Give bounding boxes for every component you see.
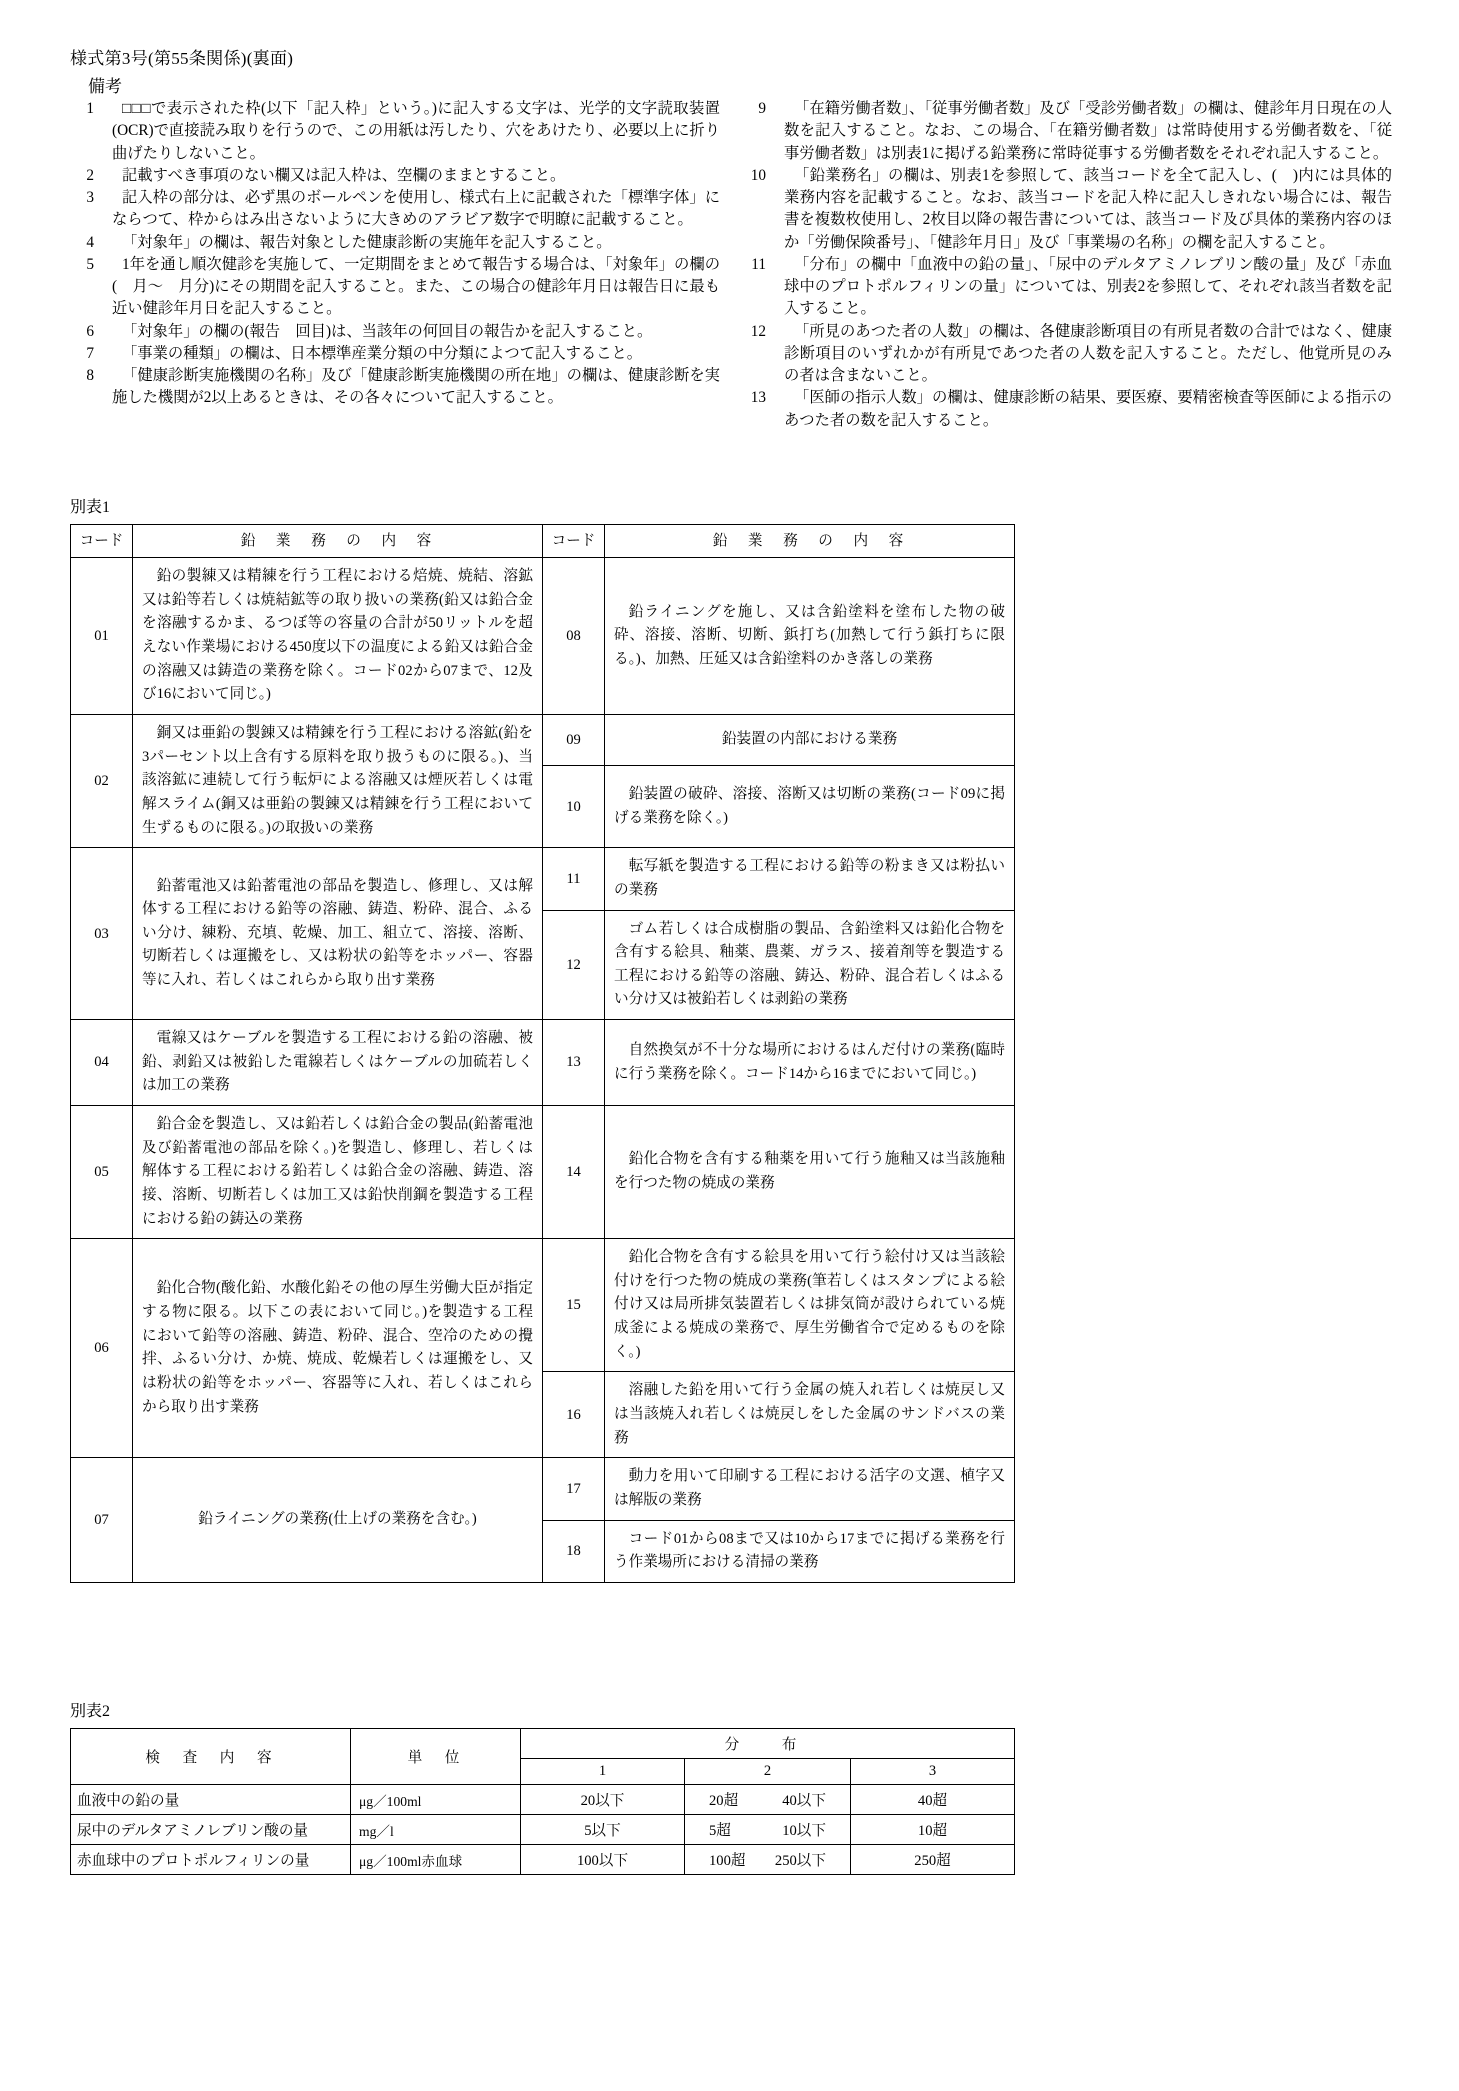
note-number: 5 bbox=[86, 255, 94, 273]
code-cell: 15 bbox=[543, 1239, 605, 1372]
code-cell: 09 bbox=[543, 715, 605, 766]
notes-column-left bbox=[70, 98, 720, 432]
table-row bbox=[71, 1785, 1015, 1815]
code-cell: 18 bbox=[543, 1520, 605, 1582]
remarks-heading: 備考 bbox=[88, 77, 122, 96]
note-item bbox=[742, 254, 1392, 321]
note-item bbox=[742, 387, 1392, 432]
note-number: 12 bbox=[750, 322, 766, 340]
note-text: 「健康診断実施機関の名称」及び「健康診断実施機関の所在地」の欄は、健康診断を実施した機関が2以上あるときは、その各々について記入すること。 bbox=[112, 367, 720, 407]
note-text: 「在籍労働者数」、「従事労働者数」及び「受診労働者数」の欄は、健診年月日現在の人数を記入すること。なお、この場合、「在籍労働者数」は常時使用する労働者数を、「従事労働者数」は別表1に掲げる鉛業務に常時従事する労働者数をそれぞれ記入すること。 bbox=[784, 100, 1392, 162]
note-text: 1年を通し順次健診を実施して、一定期間をまとめて報告する場合は、「対象年」の欄の( 月～ 月分)にその期間を記入すること。また、この場合の健診年月日は報告日に最も近い健診年月日を記入すること。 bbox=[112, 255, 720, 318]
note-number: 6 bbox=[86, 322, 94, 340]
dist-value-2-lower: 20超 bbox=[709, 1793, 739, 1809]
header-code-left: コード bbox=[71, 525, 133, 558]
note-text: 記入枠の部分は、必ず黒のボールペンを使用し、様式右上に記載された「標準字体」にならつて、枠からはみ出さないように大きめのアラビア数字で明瞭に記載すること。 bbox=[112, 189, 720, 229]
desc-cell: 動力を用いて印刷する工程における活字の文選、植字又は解版の業務 bbox=[605, 1458, 1015, 1520]
code-cell: 07 bbox=[71, 1458, 133, 1583]
table-row bbox=[71, 558, 1015, 715]
header-content-left: 鉛 業 務 の 内 容 bbox=[133, 525, 543, 558]
inspection-name: 尿中のデルタアミノレブリン酸の量 bbox=[71, 1815, 351, 1845]
code-cell: 10 bbox=[543, 766, 605, 848]
desc-cell: 鉛装置の内部における業務 bbox=[605, 715, 1015, 766]
note-text: 「医師の指示人数」の欄は、健康診断の結果、要医療、要精密検査等医師による指示のあつた者の数を記入すること。 bbox=[784, 389, 1392, 429]
desc-cell: 鉛蓄電池又は鉛蓄電池の部品を製造し、修理し、又は解体する工程における鉛等の溶融、鋳造、粉砕、混合、ふるい分け、練粉、充填、乾燥、加工、組立て、溶接、溶断、切断若しくは運搬をし、又は粉状の鉛等をホッパー、容器等に入れ、若しくはこれらから取り出す業務 bbox=[133, 848, 543, 1020]
inspection-name: 赤血球中のプロトポルフィリンの量 bbox=[71, 1845, 351, 1875]
table-row bbox=[71, 1458, 1015, 1520]
note-item bbox=[70, 232, 720, 254]
dist-value-2 bbox=[685, 1785, 851, 1815]
dist-value-2-upper: 10以下 bbox=[782, 1823, 826, 1839]
table-row bbox=[71, 1845, 1015, 1875]
header-content-right: 鉛 業 務 の 内 容 bbox=[605, 525, 1015, 558]
header-code-right: コード bbox=[543, 525, 605, 558]
table-row bbox=[71, 848, 1015, 910]
header-distribution: 分 布 bbox=[521, 1729, 1015, 1759]
beppyo1-table-wrap bbox=[70, 524, 1014, 1583]
code-cell: 05 bbox=[71, 1105, 133, 1238]
code-cell: 14 bbox=[543, 1105, 605, 1238]
table-row bbox=[71, 1105, 1015, 1238]
note-item bbox=[742, 321, 1392, 388]
table-header-row bbox=[71, 1729, 1015, 1759]
desc-cell: 鉛化合物を含有する絵具を用いて行う絵付け又は当該絵付けを行つた物の焼成の業務(筆若しくはスタンプによる絵付け又は局所排気装置若しくは排気筒が設けられている焼成釜による焼成の業務で、厚生労働省令で定めるものを除く。) bbox=[605, 1239, 1015, 1372]
beppyo2-caption: 別表2 bbox=[70, 1703, 111, 1720]
inspection-name: 血液中の鉛の量 bbox=[71, 1785, 351, 1815]
dist-value-3: 10超 bbox=[851, 1815, 1015, 1845]
desc-cell: 鉛ライニングを施し、又は含鉛塗料を塗布した物の破砕、溶接、溶断、切断、鋲打ち(加熱して行う鋲打ちに限る。)、加熱、圧延又は含鉛塗料のかき落しの業務 bbox=[605, 558, 1015, 715]
desc-cell: 鉛合金を製造し、又は鉛若しくは鉛合金の製品(鉛蓄電池及び鉛蓄電池の部品を除く。)を製造し、修理し、若しくは解体する工程における鉛若しくは鉛合金の溶融、鋳造、溶接、溶断、切断若しくは加工又は鉛快削鋼を製造する工程における鉛の鋳込の業務 bbox=[133, 1105, 543, 1238]
header-dist-2: 2 bbox=[685, 1759, 851, 1785]
note-number: 9 bbox=[758, 100, 766, 117]
dist-value-2-lower: 5超 bbox=[709, 1823, 731, 1839]
note-item bbox=[70, 187, 720, 232]
note-item bbox=[70, 98, 720, 165]
note-number: 13 bbox=[750, 389, 766, 407]
dist-value-1: 20以下 bbox=[521, 1785, 685, 1815]
note-text: 「対象年」の欄は、報告対象とした健康診断の実施年を記入すること。 bbox=[122, 233, 612, 251]
dist-value-2-upper: 40以下 bbox=[782, 1793, 826, 1809]
code-cell: 11 bbox=[543, 848, 605, 910]
beppyo2-table-wrap bbox=[70, 1728, 1014, 1875]
beppyo2-table bbox=[70, 1728, 1015, 1875]
beppyo1-caption: 別表1 bbox=[70, 499, 111, 516]
code-cell: 16 bbox=[543, 1372, 605, 1458]
note-text: 記載すべき事項のない欄又は記入枠は、空欄のままとすること。 bbox=[122, 166, 566, 184]
note-text: □□□で表示された枠(以下「記入枠」という。)に記入する文字は、光学的文字読取装置(OCR)で直接読み取りを行うので、この用紙は汚したり、穴をあけたり、必要以上に折り曲げたりしないこと。 bbox=[112, 100, 720, 162]
table-row bbox=[71, 1239, 1015, 1372]
note-number: 1 bbox=[86, 100, 94, 117]
dist-value-2 bbox=[685, 1815, 851, 1845]
dist-value-3: 40超 bbox=[851, 1785, 1015, 1815]
desc-cell: コード01から08まで又は10から17までに掲げる業務を行う作業場所における清掃の業務 bbox=[605, 1520, 1015, 1582]
note-number: 2 bbox=[86, 166, 94, 184]
note-item bbox=[742, 165, 1392, 254]
desc-cell: 鉛化合物を含有する釉薬を用いて行う施釉又は当該施釉を行つた物の焼成の業務 bbox=[605, 1105, 1015, 1238]
header-unit: 単 位 bbox=[351, 1729, 521, 1785]
beppyo1-table bbox=[70, 524, 1015, 1583]
inspection-unit: μg／100ml bbox=[351, 1785, 521, 1815]
desc-cell: 自然換気が不十分な場所におけるはんだ付けの業務(臨時に行う業務を除く。コード14から16までにおいて同じ。) bbox=[605, 1020, 1015, 1106]
desc-cell: ゴム若しくは合成樹脂の製品、含鉛塗料又は鉛化合物を含有する絵具、釉薬、農薬、ガラス、接着剤等を製造する工程における鉛等の溶融、鋳込、粉砕、混合若しくはふるい分け又は被鉛若しくは剥鉛の業務 bbox=[605, 910, 1015, 1020]
note-number: 3 bbox=[86, 189, 94, 206]
note-number: 7 bbox=[86, 344, 94, 362]
desc-cell: 銅又は亜鉛の製錬又は精錬を行う工程における溶鉱(鉛を3パーセント以上含有する原料を取り扱うものに限る。)、当該溶鉱に連続して行う転炉による溶融又は煙灰若しくは電解スライム(銅又は亜鉛の製錬又は精錬を行う工程において生ずるものに限る。)の取扱いの業務 bbox=[133, 715, 543, 848]
table-row bbox=[71, 1815, 1015, 1845]
note-number: 10 bbox=[750, 166, 766, 184]
desc-cell: 溶融した鉛を用いて行う金属の焼入れ若しくは焼戻し又は当該焼入れ若しくは焼戻しをした金属のサンドバスの業務 bbox=[605, 1372, 1015, 1458]
desc-cell: 鉛化合物(酸化鉛、水酸化鉛その他の厚生労働大臣が指定する物に限る。以下この表において同じ。)を製造する工程において鉛等の溶融、鋳造、粉砕、混合、空冷のための攪拌、ふるい分け、か焼、焼成、乾燥若しくは運搬をし、又は粉状の鉛等をホッパー、容器等に入れ、若しくはこれらから取り出す業務 bbox=[133, 1239, 543, 1458]
inspection-unit: μg／100ml赤血球 bbox=[351, 1845, 521, 1875]
code-cell: 13 bbox=[543, 1020, 605, 1106]
code-cell: 12 bbox=[543, 910, 605, 1020]
header-dist-1: 1 bbox=[521, 1759, 685, 1785]
note-item bbox=[70, 365, 720, 410]
note-text: 「対象年」の欄の(報告 回目)は、当該年の何回目の報告かを記入すること。 bbox=[122, 322, 653, 340]
dist-value-3: 250超 bbox=[851, 1845, 1015, 1875]
table-row bbox=[71, 1020, 1015, 1106]
note-number: 11 bbox=[751, 255, 766, 273]
dist-value-2 bbox=[685, 1845, 851, 1875]
note-item bbox=[742, 98, 1392, 165]
table-row bbox=[71, 715, 1015, 766]
code-cell: 04 bbox=[71, 1020, 133, 1106]
code-cell: 01 bbox=[71, 558, 133, 715]
desc-cell: 鉛の製練又は精練を行う工程における焙焼、焼結、溶鉱又は鉛等若しくは焼結鉱等の取り扱いの業務(鉛又は鉛合金を溶融するかま、るつぼ等の容量の合計が50リットルを超えない作業場における450度以下の温度による鉛又は鉛合金の溶融又は鋳造の業務を除く。コード02から07まで、12及び16において同じ。) bbox=[133, 558, 543, 715]
code-cell: 08 bbox=[543, 558, 605, 715]
note-text: 「所見のあつた者の人数」の欄は、各健康診断項目の有所見者数の合計ではなく、健康診断項目のいずれかが有所見であつた者の人数を記入すること。ただし、他覚所見のみの者は含まないこと。 bbox=[784, 322, 1392, 384]
note-item bbox=[70, 321, 720, 343]
desc-cell: 鉛ライニングの業務(仕上げの業務を含む。) bbox=[133, 1458, 543, 1583]
note-text: 「鉛業務名」の欄は、別表1を参照して、該当コードを全て記入し、( )内には具体的業務内容を記載すること。なお、該当コードを記入枠に記入しきれない場合には、報告書を複数枚使用し、2枚目以降の報告書については、該当コード及び具体的業務内容のほか「労働保険番号」、「健診年月日」及び「事業場の名称」の欄を記入すること。 bbox=[784, 166, 1392, 251]
dist-value-2-upper: 250以下 bbox=[774, 1853, 826, 1869]
desc-cell: 電線又はケーブルを製造する工程における鉛の溶融、被鉛、剥鉛又は被鉛した電線若しくはケーブルの加硫若しくは加工の業務 bbox=[133, 1020, 543, 1106]
code-cell: 06 bbox=[71, 1239, 133, 1458]
desc-cell: 転写紙を製造する工程における鉛等の粉まき又は粉払いの業務 bbox=[605, 848, 1015, 910]
inspection-unit: mg／l bbox=[351, 1815, 521, 1845]
note-text: 「事業の種類」の欄は、日本標準産業分類の中分類によつて記入すること。 bbox=[122, 344, 643, 362]
note-number: 8 bbox=[86, 367, 94, 384]
note-text: 「分布」の欄中「血液中の鉛の量」、「尿中のデルタアミノレブリン酸の量」及び「赤血球中のプロトポルフィリンの量」については、別表2を参照して、それぞれ該当者数を記入すること。 bbox=[784, 255, 1392, 318]
note-number: 4 bbox=[86, 233, 94, 251]
remarks-notes bbox=[70, 98, 1400, 432]
dist-value-1: 5以下 bbox=[521, 1815, 685, 1845]
note-item bbox=[70, 254, 720, 321]
header-dist-3: 3 bbox=[851, 1759, 1015, 1785]
code-cell: 03 bbox=[71, 848, 133, 1020]
code-cell: 17 bbox=[543, 1458, 605, 1520]
note-item bbox=[70, 343, 720, 365]
note-item bbox=[70, 165, 720, 187]
header-inspection: 検 査 内 容 bbox=[71, 1729, 351, 1785]
notes-column-right bbox=[742, 98, 1392, 432]
code-cell: 02 bbox=[71, 715, 133, 848]
table-header-row bbox=[71, 525, 1015, 558]
form-number: 様式第3号(第55条関係)(裏面) bbox=[70, 49, 294, 68]
dist-value-2-lower: 100超 bbox=[709, 1853, 746, 1869]
desc-cell: 鉛装置の破砕、溶接、溶断又は切断の業務(コード09に掲げる業務を除く。) bbox=[605, 766, 1015, 848]
dist-value-1: 100以下 bbox=[521, 1845, 685, 1875]
